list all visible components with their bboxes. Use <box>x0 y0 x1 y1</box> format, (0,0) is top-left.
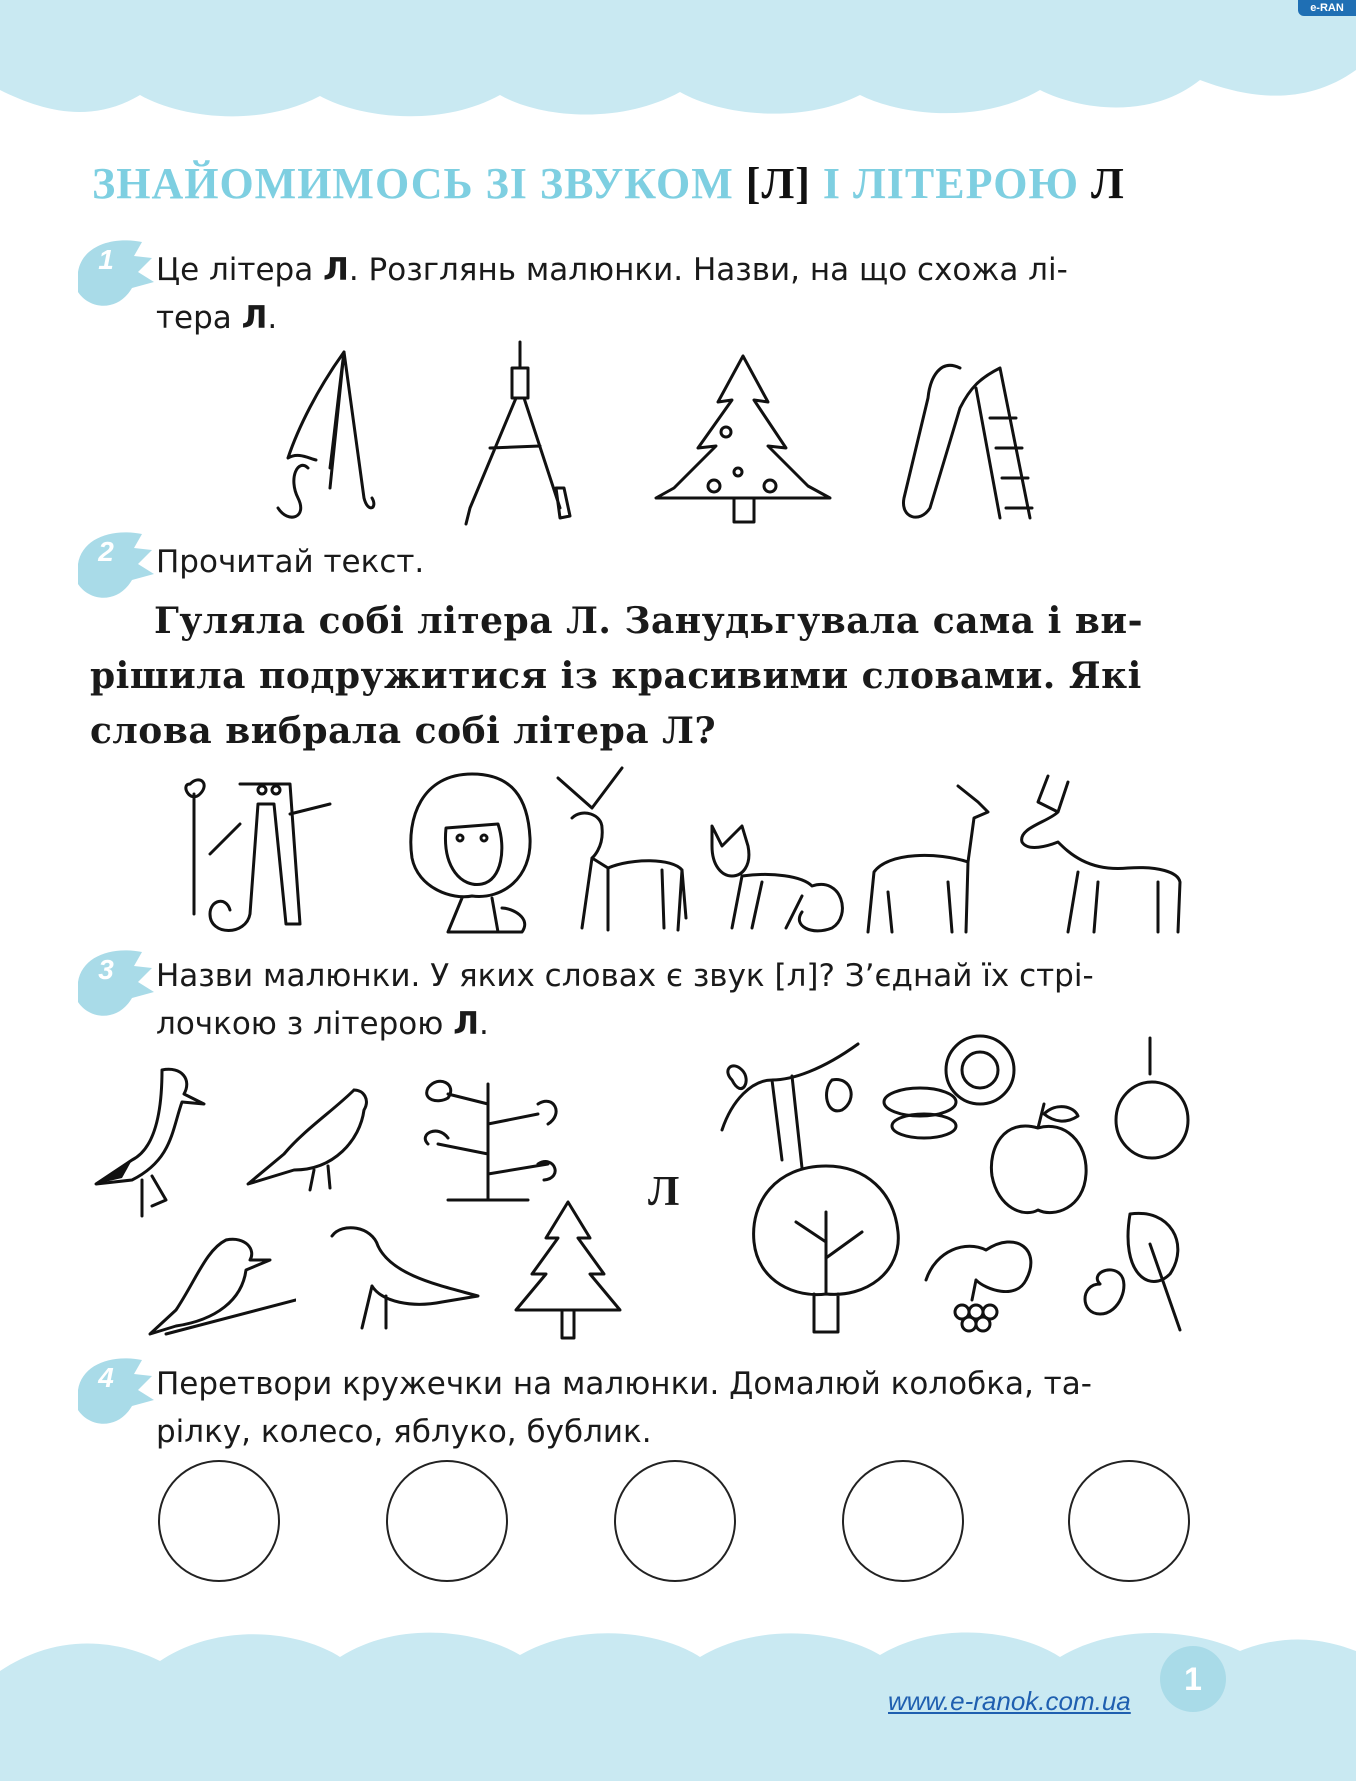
drawing-circle-4[interactable] <box>842 1460 964 1582</box>
story-text <box>90 594 1200 759</box>
llama-icon <box>858 782 998 936</box>
story-l1a: Гуляла собі літера <box>154 600 567 642</box>
task-1-text <box>156 246 1196 342</box>
crow-icon <box>322 1216 482 1332</box>
linden-tree-icon <box>746 1162 906 1336</box>
bottom-wave-decoration <box>0 1601 1356 1781</box>
task-3-badge <box>72 942 158 1028</box>
footer-link[interactable]: www.e-ranok.com.ua <box>888 1686 1131 1716</box>
title-part1: ЗНАЙОМИМОСЬ ЗІ ЗВУКОМ <box>92 159 734 208</box>
task-3-letter: Л <box>453 1006 479 1042</box>
task-1-text-a: Це літера <box>156 252 324 288</box>
task-1-number: 1 <box>98 244 114 275</box>
page-title <box>92 158 1272 209</box>
task-4-line2: рілку, колесо, яблуко, бублик. <box>156 1414 652 1450</box>
stork-icon <box>92 1060 212 1220</box>
task-3-line2c: . <box>478 1006 489 1042</box>
moose-icon <box>552 758 692 936</box>
title-sound: [Л] <box>745 159 811 208</box>
letter-l-character-icon <box>170 764 340 936</box>
oak-icon <box>408 1064 568 1204</box>
task-4-text <box>156 1360 1196 1456</box>
reindeer-icon <box>1008 772 1188 936</box>
story-line-2: рішила подружитися із красивими словами. Які <box>90 655 1142 697</box>
fox-icon <box>702 816 848 936</box>
raspberry-icon <box>1060 1204 1192 1334</box>
drawing-circle-5[interactable] <box>1068 1460 1190 1582</box>
task-4-number: 4 <box>98 1362 114 1393</box>
apple-icon <box>984 1098 1092 1220</box>
center-letter-l: Л <box>648 1169 680 1215</box>
task-1-letter: Л <box>323 252 349 288</box>
plum-icon <box>1112 1034 1192 1160</box>
publisher-logo: e-RAN <box>1298 0 1356 16</box>
task-1-text-c: . Розглянь малюнки. Назви, на що схожа лі- <box>348 252 1068 288</box>
task-3-line1: Назви малюнки. У яких словах є звук [л]? З’єднай їх стрі- <box>156 958 1094 994</box>
umbrella-icon <box>268 348 378 524</box>
lion-icon <box>402 768 542 936</box>
drawing-circle-1[interactable] <box>158 1460 280 1582</box>
spruce-icon <box>506 1198 630 1342</box>
task-2-text: Прочитай текст. <box>156 544 425 580</box>
story-l1c: . Занудьгувала сама і ви- <box>598 600 1144 642</box>
task-3-line2a: лочкою з літерою <box>156 1006 454 1042</box>
title-part2: І ЛІТЕРОЮ <box>822 159 1080 208</box>
task-1-text-f: . <box>267 300 278 336</box>
compass-icon <box>460 338 580 526</box>
page-number: 1 <box>1160 1646 1226 1712</box>
story-l3a: слова вибрала собі літера <box>90 710 663 752</box>
story-line-1 <box>90 594 1200 649</box>
slide-icon <box>900 348 1040 524</box>
story-line-3 <box>90 704 1200 759</box>
task-4-badge <box>72 1350 158 1436</box>
drawing-circle-3[interactable] <box>614 1460 736 1582</box>
drawing-circle-2[interactable] <box>386 1460 508 1582</box>
story-l3b: Л <box>662 710 695 752</box>
task-1-text-d: тера <box>156 300 242 336</box>
task-1-badge <box>72 232 158 318</box>
task-1-letter-2: Л <box>241 300 268 336</box>
story-l1b: Л <box>566 600 599 642</box>
title-letter: Л <box>1091 159 1125 208</box>
story-l3c: ? <box>694 710 717 752</box>
task-4-line1: Перетвори кружечки на малюнки. Домалюй колобка, та- <box>156 1366 1092 1402</box>
viburnum-icon <box>916 1220 1046 1334</box>
birch-branch-icon <box>712 1040 862 1174</box>
magpie-icon <box>146 1230 296 1340</box>
pigeon-icon <box>244 1080 374 1194</box>
top-wave-decoration <box>0 0 1356 130</box>
task-2-number: 2 <box>98 536 114 567</box>
task-3-number: 3 <box>98 954 114 985</box>
task-3-text <box>156 952 1196 1048</box>
fir-tree-icon <box>648 352 838 528</box>
